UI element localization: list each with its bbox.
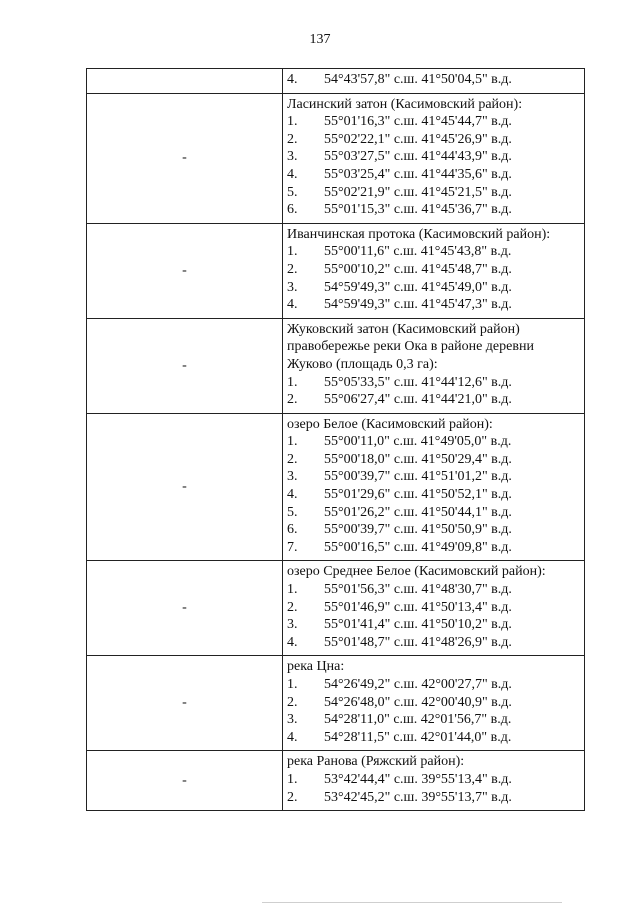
coordinate-point: [287, 243, 580, 261]
point-number: 1.: [287, 244, 298, 260]
page-edge-line: [262, 902, 562, 903]
coordinate-point: [287, 711, 580, 729]
table-row: [87, 751, 584, 811]
point-number: 4.: [287, 729, 298, 745]
row-content-cell: [283, 224, 584, 318]
coordinates-table: [86, 68, 585, 811]
coordinate-point: [287, 433, 580, 451]
row-content-cell: [283, 94, 584, 223]
water-body-title: Жуковский затон (Касимовский район) правобережье реки Ока в районе деревни Жуково (площадь 0,3 га):: [287, 321, 534, 372]
point-coordinates: 55°05'33,5" с.ш. 41°44'12,6" в.д.: [324, 374, 512, 390]
point-number: 4.: [287, 634, 298, 650]
coordinate-point: [287, 113, 580, 131]
coordinate-point: [287, 521, 580, 539]
row-marker: -: [182, 600, 187, 616]
coordinate-point: [287, 451, 580, 469]
row-marker: -: [182, 262, 187, 278]
coordinate-point: [287, 771, 580, 789]
water-body-title: Иванчинская протока (Касимовский район):: [287, 226, 551, 242]
point-number: 6.: [287, 522, 298, 538]
point-coordinates: 55°01'26,2" с.ш. 41°50'44,1" в.д.: [324, 504, 512, 520]
coordinate-point: [287, 729, 580, 747]
water-body-title: река Ранова (Ряжский район):: [287, 754, 465, 770]
point-number: 1.: [287, 114, 298, 130]
coordinate-point: [287, 468, 580, 486]
water-body-title: река Цна:: [287, 659, 345, 675]
coordinate-point: [287, 279, 580, 297]
point-coordinates: 55°02'22,1" с.ш. 41°45'26,9" в.д.: [324, 131, 512, 147]
coordinate-point: [287, 789, 580, 807]
point-number: 1.: [287, 677, 298, 692]
water-body-title: озеро Белое (Касимовский район):: [287, 416, 493, 432]
point-number: 7.: [287, 539, 298, 555]
point-coordinates: 54°28'11,5" с.ш. 42°01'44,0" в.д.: [324, 729, 512, 745]
table-row: [87, 414, 584, 562]
point-number: 2.: [287, 789, 298, 805]
row-marker-cell: [87, 561, 283, 655]
point-number: 4.: [287, 297, 298, 313]
point-number: 2.: [287, 451, 298, 467]
point-coordinates: 55°01'29,6" с.ш. 41°50'52,1" в.д.: [324, 487, 512, 503]
point-number: 3.: [287, 149, 298, 165]
coordinate-point: [287, 131, 580, 149]
point-number: 2.: [287, 261, 298, 277]
point-coordinates: 55°01'46,9" с.ш. 41°50'13,4" в.д.: [324, 599, 512, 615]
coordinate-point: [287, 201, 580, 219]
point-coordinates: 53°42'44,4" с.ш. 39°55'13,4" в.д.: [324, 771, 512, 787]
point-number: 2.: [287, 599, 298, 615]
point-number: 1.: [287, 582, 298, 598]
point-coordinates: 54°43'57,8" с.ш. 41°50'04,5" в.д.: [324, 72, 512, 87]
row-content-cell: [283, 656, 584, 750]
point-number: 2.: [287, 131, 298, 147]
point-coordinates: 55°00'39,7" с.ш. 41°50'50,9" в.д.: [324, 522, 512, 538]
coordinate-point: [287, 486, 580, 504]
row-marker-cell: [87, 94, 283, 223]
row-marker-cell: [87, 414, 283, 561]
point-number: 2.: [287, 392, 298, 408]
row-content-cell: [283, 561, 584, 655]
point-number: 6.: [287, 202, 298, 218]
table-row: [87, 656, 584, 751]
point-number: 3.: [287, 617, 298, 633]
coordinate-point: [287, 296, 580, 314]
coordinate-point: [287, 581, 580, 599]
point-coordinates: 53°42'45,2" с.ш. 39°55'13,7" в.д.: [324, 789, 512, 805]
point-coordinates: 55°03'25,4" с.ш. 41°44'35,6" в.д.: [324, 166, 512, 182]
point-coordinates: 55°00'11,0" с.ш. 41°49'05,0" в.д.: [324, 434, 512, 450]
point-number: 4.: [287, 487, 298, 503]
point-coordinates: 54°59'49,3" с.ш. 41°45'49,0" в.д.: [324, 279, 512, 295]
row-marker-cell: [87, 751, 283, 810]
point-coordinates: 55°01'15,3" с.ш. 41°45'36,7" в.д.: [324, 202, 512, 218]
point-coordinates: 55°03'27,5" с.ш. 41°44'43,9" в.д.: [324, 149, 512, 165]
point-coordinates: 55°01'56,3" с.ш. 41°48'30,7" в.д.: [324, 582, 512, 598]
point-number: 1.: [287, 374, 298, 390]
coordinate-point: [287, 166, 580, 184]
table-row: [87, 224, 584, 319]
row-content-cell: [283, 751, 584, 810]
point-number: 3.: [287, 469, 298, 485]
coordinate-point: [287, 539, 580, 557]
point-coordinates: 54°59'49,3" с.ш. 41°45'47,3" в.д.: [324, 297, 512, 313]
point-coordinates: 55°02'21,9" с.ш. 41°45'21,5" в.д.: [324, 184, 512, 200]
coordinate-point: [287, 391, 580, 409]
page-number: 137: [309, 32, 331, 47]
point-number: 2.: [287, 694, 298, 710]
row-marker: -: [182, 772, 187, 788]
point-coordinates: 54°26'48,0" с.ш. 42°00'40,9" в.д.: [324, 694, 512, 710]
point-coordinates: 54°26'49,2" с.ш. 42°00'27,7" в.д.: [324, 677, 512, 692]
row-marker-cell: [87, 319, 283, 413]
table-row: [87, 94, 584, 224]
point-number: 1.: [287, 434, 298, 450]
coordinate-point: [287, 634, 580, 652]
coordinate-point: [287, 694, 580, 712]
row-content-cell: [283, 414, 584, 561]
point-coordinates: 55°06'27,4" с.ш. 41°44'21,0" в.д.: [324, 392, 512, 408]
coordinate-point: [287, 374, 580, 392]
row-marker-cell: [87, 69, 283, 93]
point-number: 5.: [287, 184, 298, 200]
point-number: 3.: [287, 279, 298, 295]
point-coordinates: 55°01'41,4" с.ш. 41°50'10,2" в.д.: [324, 617, 512, 633]
point-number: 3.: [287, 712, 298, 728]
point-coordinates: 55°01'48,7" с.ш. 41°48'26,9" в.д.: [324, 634, 512, 650]
coordinate-point: [287, 504, 580, 522]
water-body-title: Ласинский затон (Касимовский район):: [287, 96, 523, 112]
row-marker: -: [182, 479, 187, 495]
row-content-cell: [283, 69, 584, 93]
point-number: 4.: [287, 166, 298, 182]
table-row: [87, 69, 584, 94]
table-row: [87, 561, 584, 656]
coordinate-point: [287, 71, 580, 89]
point-coordinates: 54°28'11,0" с.ш. 42°01'56,7" в.д.: [324, 712, 512, 728]
water-body-title: озеро Среднее Белое (Касимовский район):: [287, 564, 546, 580]
point-coordinates: 55°00'11,6" с.ш. 41°45'43,8" в.д.: [324, 244, 512, 260]
point-number: 5.: [287, 504, 298, 520]
point-coordinates: 55°01'16,3" с.ш. 41°45'44,7" в.д.: [324, 114, 512, 130]
row-marker: -: [182, 150, 187, 166]
point-number: 1.: [287, 771, 298, 787]
row-marker-cell: [87, 224, 283, 318]
table-row: [87, 319, 584, 414]
point-number: 4.: [287, 72, 298, 87]
row-marker-cell: [87, 656, 283, 750]
coordinate-point: [287, 261, 580, 279]
point-coordinates: 55°00'18,0" с.ш. 41°50'29,4" в.д.: [324, 451, 512, 467]
coordinate-point: [287, 599, 580, 617]
row-marker: -: [182, 357, 187, 373]
row-content-cell: [283, 319, 584, 413]
coordinate-point: [287, 616, 580, 634]
row-marker: -: [182, 695, 187, 711]
coordinate-point: [287, 184, 580, 202]
coordinate-point: [287, 676, 580, 694]
point-coordinates: 55°00'39,7" с.ш. 41°51'01,2" в.д.: [324, 469, 512, 485]
coordinate-point: [287, 148, 580, 166]
point-coordinates: 55°00'10,2" с.ш. 41°45'48,7" в.д.: [324, 261, 512, 277]
point-coordinates: 55°00'16,5" с.ш. 41°49'09,8" в.д.: [324, 539, 512, 555]
